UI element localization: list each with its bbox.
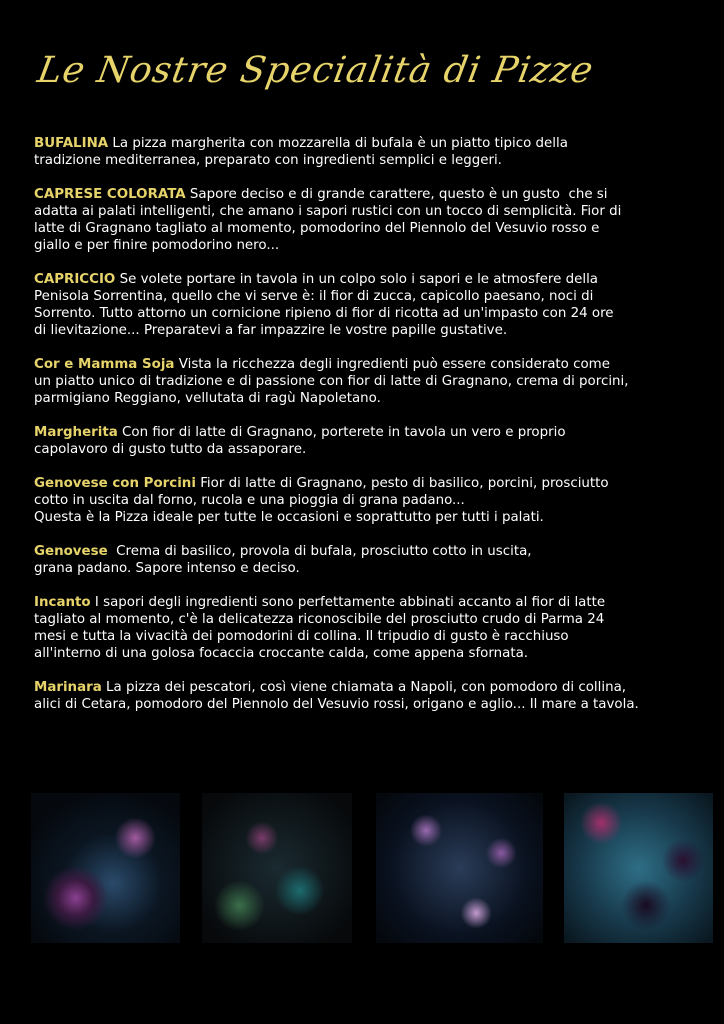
- description-text: all'interno di una golosa focaccia croccante calda, come appena sfornata.: [34, 646, 529, 661]
- description-text: tagliato al momento, c'è la delicatezza riconoscibile del prosciutto crudo di Parma 24: [34, 612, 605, 627]
- description-line: [34, 220, 724, 237]
- description-line: [34, 441, 724, 458]
- description-text: parmigiano Reggiano, vellutata di ragù Napoletano.: [34, 391, 381, 406]
- description-text: giallo e per finire pomodorino nero...: [34, 238, 280, 253]
- description-text: Vista la ricchezza degli ingredienti può essere considerato come: [174, 357, 610, 372]
- description-line: [34, 271, 724, 288]
- pizza-photo-4: [564, 793, 713, 943]
- menu-item: [34, 475, 724, 526]
- description-line: [34, 203, 724, 220]
- description-text: cotto in uscita dal forno, rucola e una pioggia di grana padano...: [34, 493, 465, 508]
- description-text: La pizza margherita con mozzarella di bufala è un piatto tipico della: [108, 136, 568, 151]
- description-text: La pizza dei pescatori, così viene chiamata a Napoli, con pomodoro di collina,: [101, 680, 627, 695]
- description-line: [34, 356, 724, 373]
- description-text: alici di Cetara, pomodoro del Piennolo del Vesuvio rossi, origano e aglio... Il mare a tavola.: [34, 697, 639, 712]
- description-line: [34, 560, 724, 577]
- description-line: [34, 322, 724, 339]
- pizza-name: CAPRESE COLORATA: [34, 187, 186, 202]
- description-text: capolavoro di gusto tutto da assaporare.: [34, 442, 307, 457]
- description-line: [34, 288, 724, 305]
- description-line: [34, 186, 724, 203]
- pizza-photo-3: [376, 793, 543, 943]
- description-line: [34, 475, 724, 492]
- description-text: Sapore deciso e di grande carattere, questo è un gusto che si: [185, 187, 608, 202]
- pizza-name: Cor e Mamma Soja: [34, 357, 175, 372]
- description-line: [34, 594, 724, 611]
- pizza-photo-2: [202, 793, 352, 943]
- description-text: un piatto unico di tradizione e di passione con fior di latte di Gragnano, crema di porcini,: [34, 374, 629, 389]
- description-line: [34, 696, 724, 713]
- description-line: [34, 373, 724, 390]
- description-text: Penisola Sorrentina, quello che vi serve è: il fior di zucca, capicollo paesano, noci di: [34, 289, 594, 304]
- description-line: [34, 492, 724, 509]
- menu-item: [34, 594, 724, 662]
- menu-item: [34, 271, 724, 339]
- description-line: [34, 135, 724, 152]
- description-line: [34, 237, 724, 254]
- description-line: [34, 152, 724, 169]
- page-title: Le Nostre Specialità di Pizze: [34, 50, 597, 91]
- menu-item: [34, 186, 724, 254]
- description-text: mesi e tutta la vivacità dei pomodorini di collina. Il tripudio di gusto è racchiuso: [34, 629, 569, 644]
- pizza-photo-1: [31, 793, 180, 943]
- description-line: [34, 305, 724, 322]
- pizza-menu: [34, 135, 724, 730]
- description-text: Sorrento. Tutto attorno un cornicione ripieno di fior di ricotta ad un'impasto con 24 ore: [34, 306, 614, 321]
- description-line: [34, 543, 724, 560]
- description-text: Questa è la Pizza ideale per tutte le occasioni e soprattutto per tutti i palati.: [34, 510, 544, 525]
- description-line: [34, 424, 724, 441]
- description-text: I sapori degli ingredienti sono perfettamente abbinati accanto al fior di latte: [90, 595, 606, 610]
- description-text: di lievitazione... Preparatevi a far impazzire le vostre papille gustative.: [34, 323, 508, 338]
- menu-item: [34, 679, 724, 713]
- pizza-name: CAPRICCIO: [34, 272, 116, 287]
- menu-item: [34, 424, 724, 458]
- description-text: Crema di basilico, provola di bufala, prosciutto cotto in uscita,: [107, 544, 532, 559]
- menu-item: [34, 543, 724, 577]
- pizza-name: Marinara: [34, 680, 102, 695]
- description-text: Con fior di latte di Gragnano, porterete in tavola un vero e proprio: [117, 425, 566, 440]
- description-line: [34, 390, 724, 407]
- description-line: [34, 679, 724, 696]
- description-text: Fior di latte di Gragnano, pesto di basilico, porcini, prosciutto: [195, 476, 609, 491]
- pizza-name: Margherita: [34, 425, 118, 440]
- description-text: grana padano. Sapore intenso e deciso.: [34, 561, 300, 576]
- description-text: tradizione mediterranea, preparato con ingredienti semplici e leggeri.: [34, 153, 502, 168]
- description-line: [34, 509, 724, 526]
- pizza-name: Genovese: [34, 544, 108, 559]
- pizza-name: BUFALINA: [34, 136, 109, 151]
- description-line: [34, 645, 724, 662]
- pizza-name: Incanto: [34, 595, 91, 610]
- description-line: [34, 611, 724, 628]
- description-text: latte di Gragnano tagliato al momento, pomodorino del Piennolo del Vesuvio rosso e: [34, 221, 600, 236]
- description-line: [34, 628, 724, 645]
- pizza-name: Genovese con Porcini: [34, 476, 196, 491]
- description-text: Se volete portare in tavola in un colpo solo i sapori e le atmosfere della: [115, 272, 598, 287]
- description-text: adatta ai palati intelligenti, che amano i sapori rustici con un tocco di semplicità. Fior di: [34, 204, 622, 219]
- menu-item: [34, 356, 724, 407]
- menu-item: [34, 135, 724, 169]
